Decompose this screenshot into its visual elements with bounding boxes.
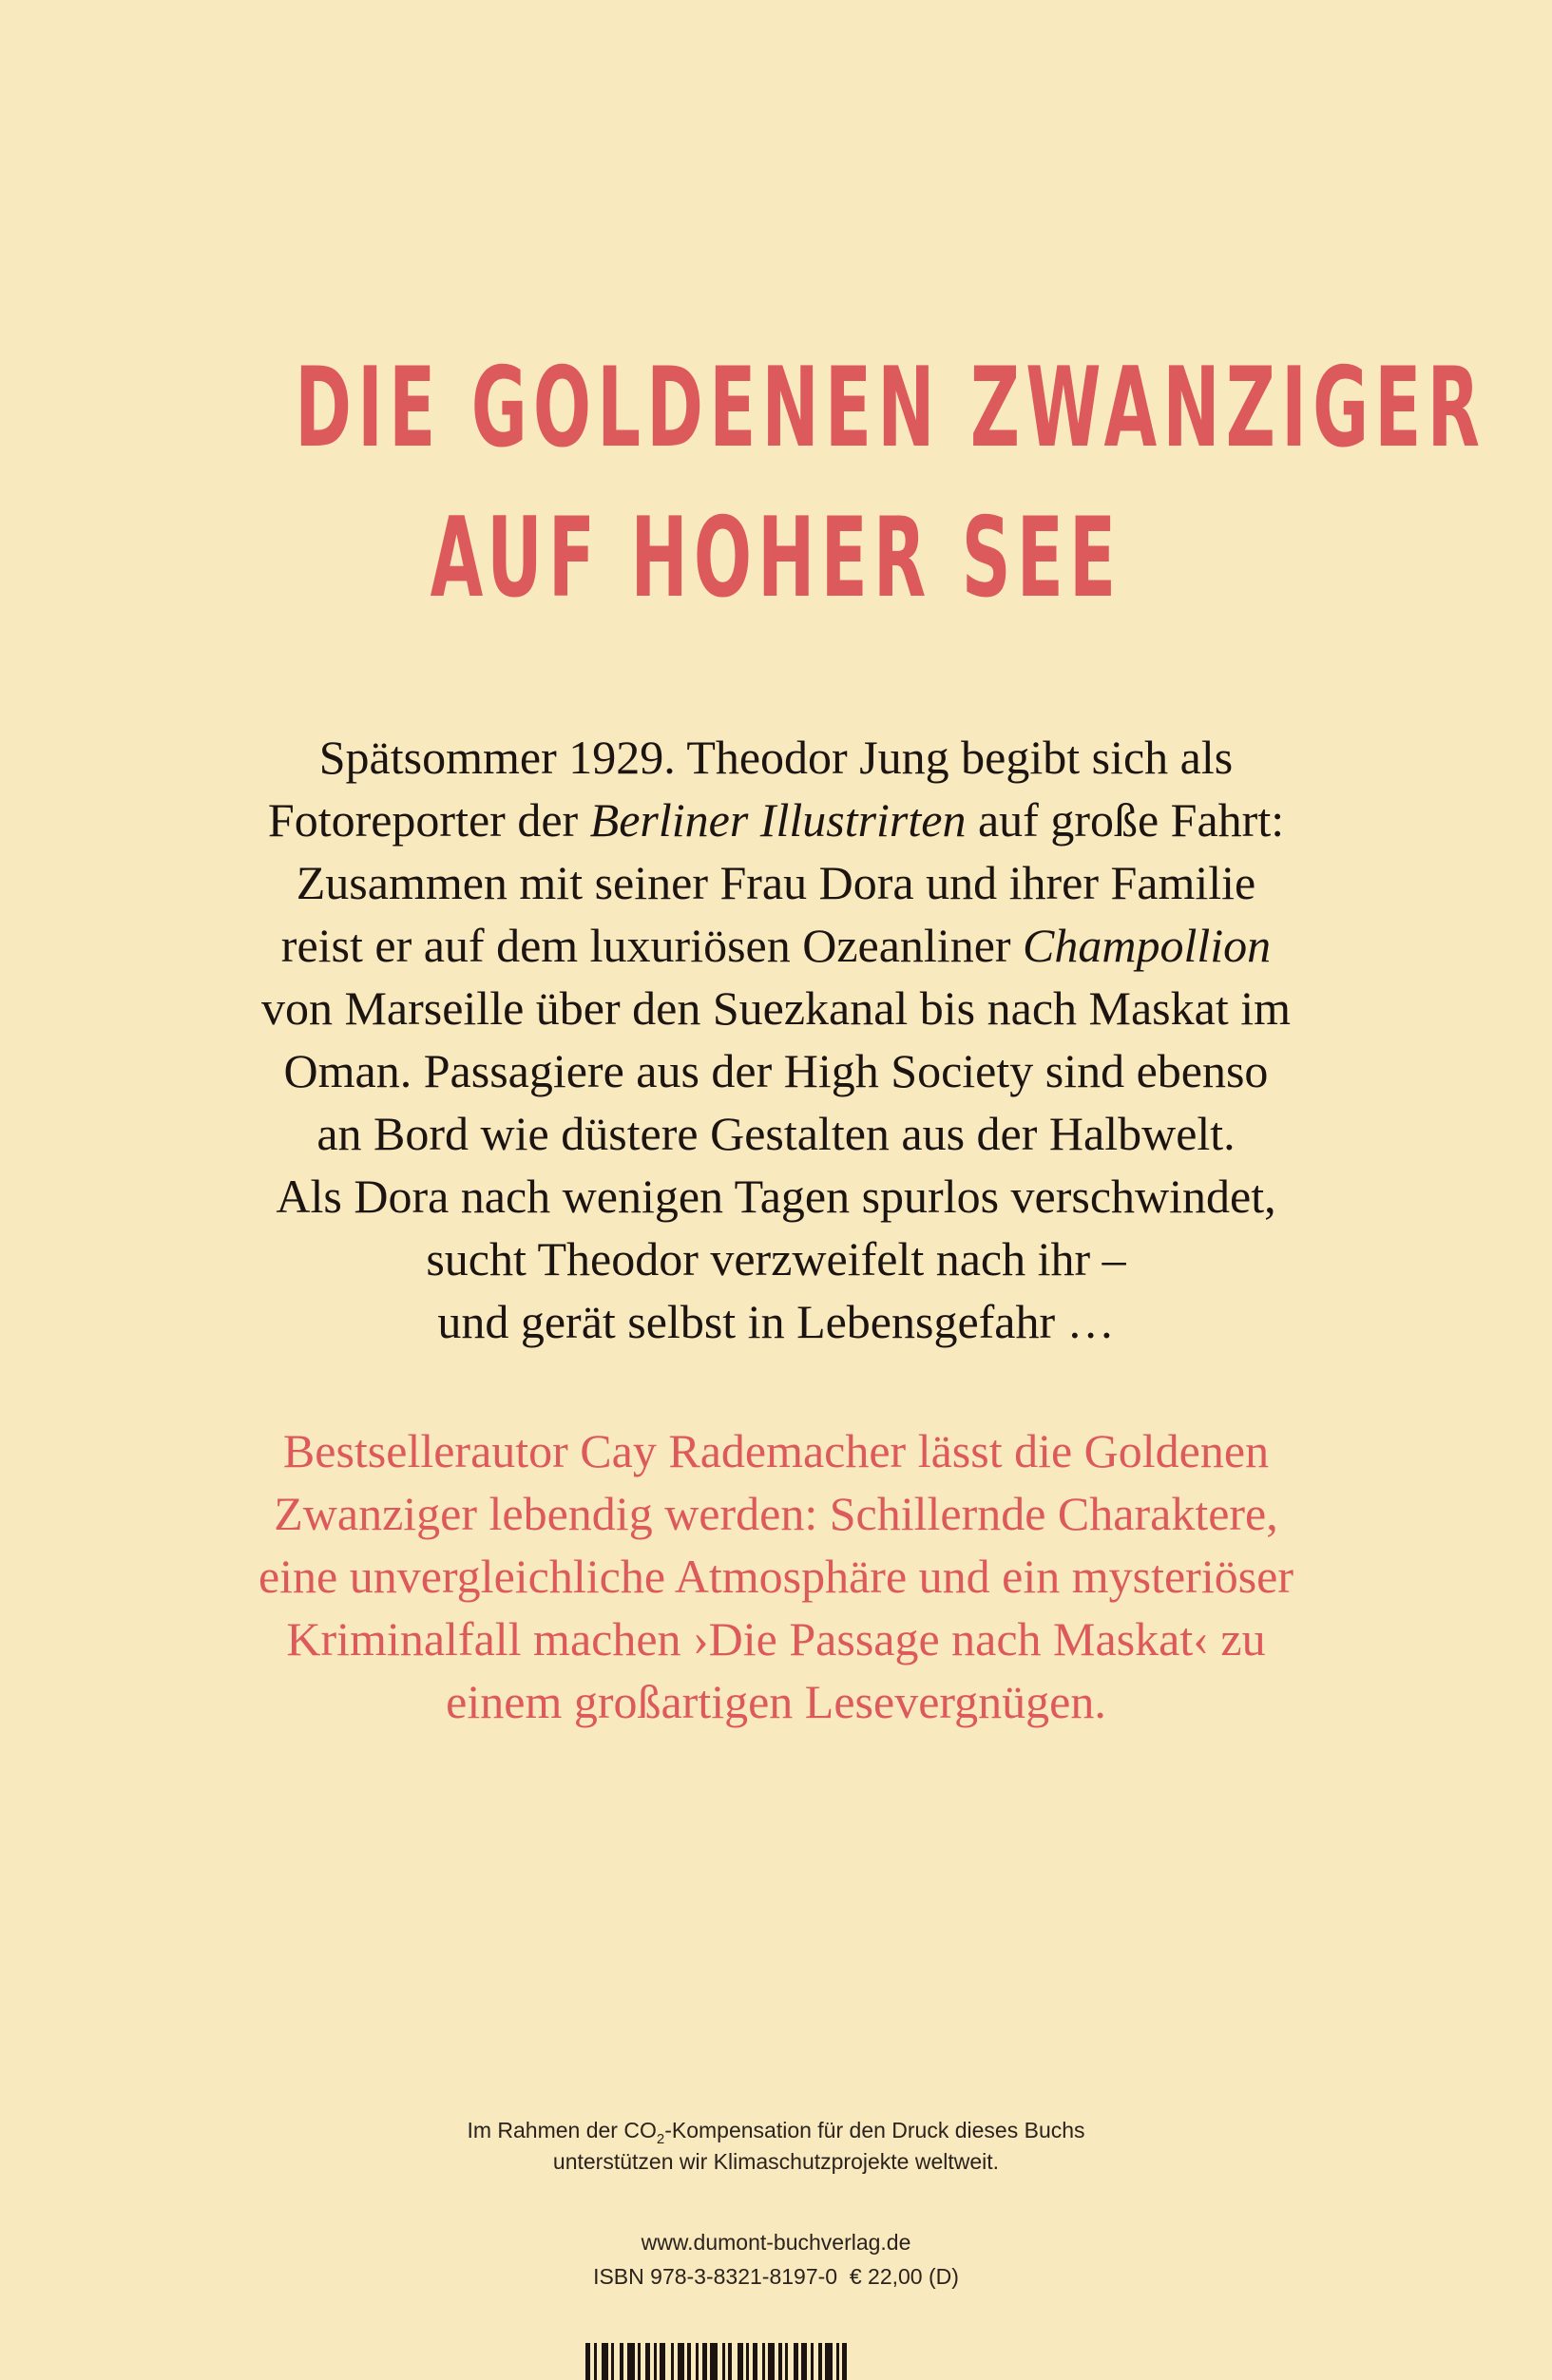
headline-line-2: AUF HOHER SEE <box>430 494 1122 622</box>
magazine-title: Berliner Illustrirten <box>589 793 967 847</box>
publisher-website: www.dumont-buchverlag.de <box>641 2230 911 2255</box>
praise-line: Bestsellerautor Cay Rademacher lässt die Goldenen <box>282 1424 1270 1477</box>
praise-line: Kriminalfall machen ›Die Passage nach Maskat‹ zu <box>286 1612 1266 1666</box>
barcode <box>585 2343 966 2380</box>
co2-notice-line-2: unterstützen wir Klimaschutzprojekte weltweit. <box>552 2149 1000 2174</box>
headline-line-1: DIE GOLDENEN ZWANZIGER <box>295 344 1486 472</box>
synopsis-line: Spätsommer 1929. Theodor Jung begibt sich als <box>318 731 1234 784</box>
price: € 22,00 (D) <box>849 2264 959 2289</box>
synopsis-line: Oman. Passagiere aus der High Society sind ebenso <box>283 1044 1269 1097</box>
ship-name: Champollion <box>1023 919 1272 972</box>
praise-line: einem großartigen Lesevergnügen. <box>446 1675 1106 1728</box>
synopsis-line: Fotoreporter der Berliner Illustrirten auf große Fahrt: <box>267 793 1285 847</box>
synopsis-line: von Marseille über den Suezkanal bis nach Maskat im <box>260 981 1292 1035</box>
synopsis-line: sucht Theodor verzweifelt nach ihr – <box>426 1232 1126 1285</box>
praise-line: Zwanziger lebendig werden: Schillernde Charaktere, <box>274 1487 1278 1540</box>
synopsis-line: Zusammen mit seiner Frau Dora und ihrer Familie <box>296 856 1256 909</box>
co2-notice-line-1: Im Rahmen der $CO_2$-Kompensation für den Druck dieses Buchs <box>467 2118 1085 2147</box>
synopsis-line: und gerät selbst in Lebensgefahr … <box>437 1295 1115 1348</box>
synopsis-line: Als Dora nach wenigen Tagen spurlos verschwindet, <box>276 1170 1276 1223</box>
synopsis-line: an Bord wie düstere Gestalten aus der Halbwelt. <box>316 1107 1236 1160</box>
synopsis-line: reist er auf dem luxuriösen Ozeanliner Champollion <box>280 919 1272 972</box>
isbn: ISBN 978-3-8321-8197-0 <box>593 2264 838 2289</box>
isbn-price-line <box>0 2266 1552 2288</box>
praise-line: eine unvergleichliche Atmosphäre und ein mysteriöser <box>258 1550 1294 1603</box>
